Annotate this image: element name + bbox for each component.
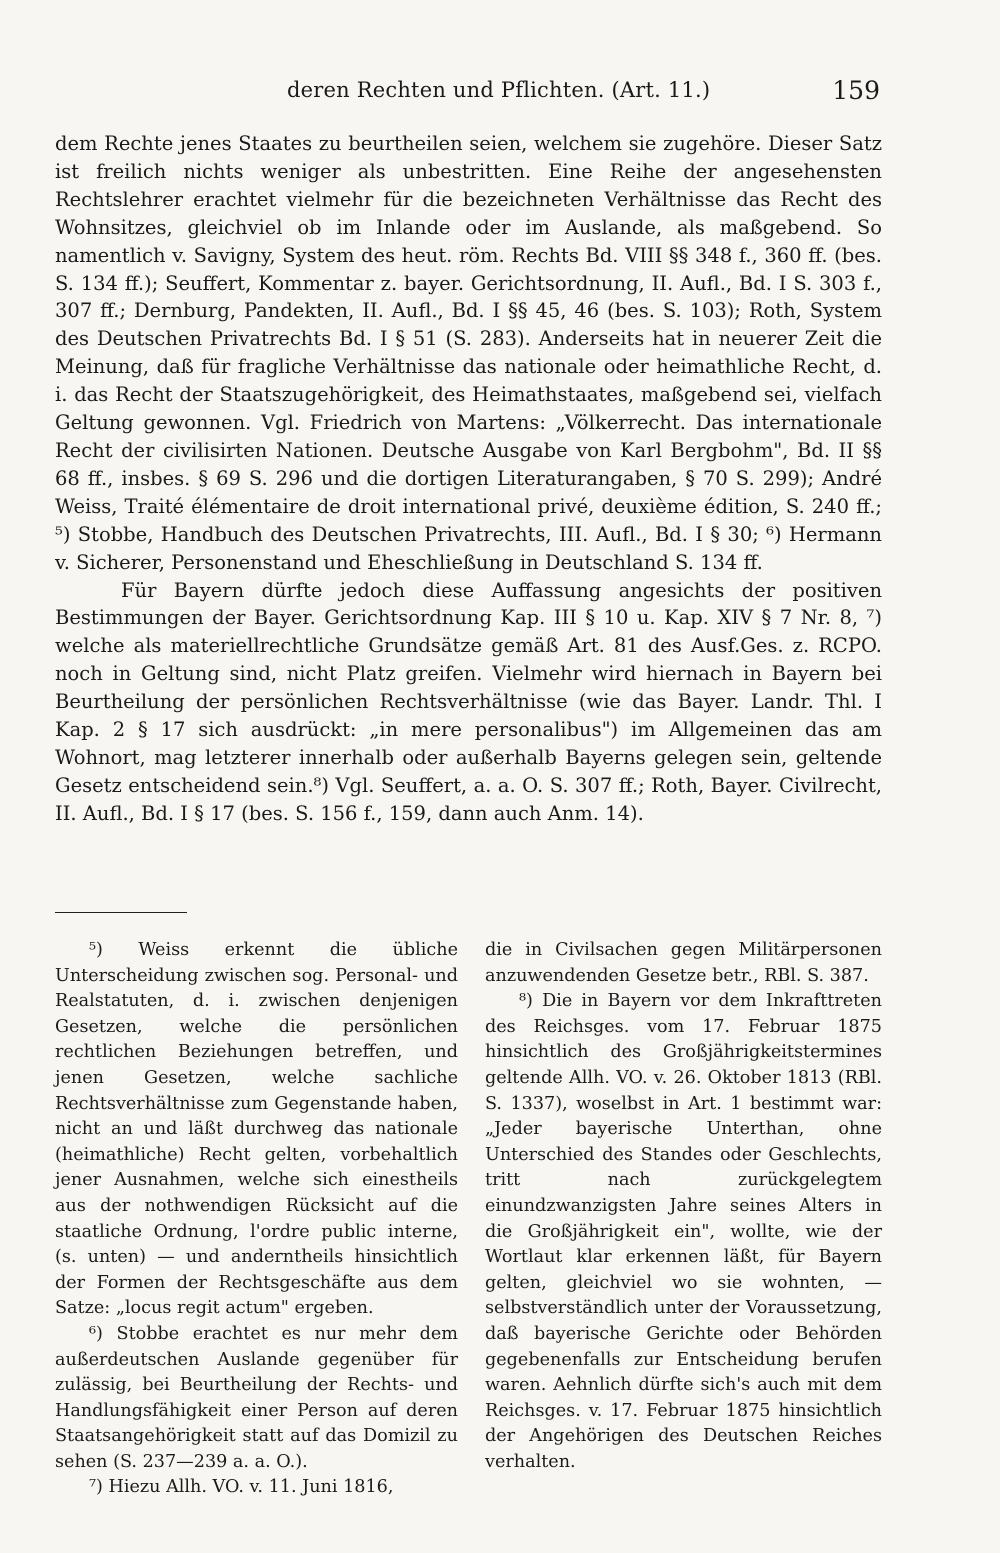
footnotes-left-column — [55, 938, 458, 1501]
main-paragraph-2: Für Bayern dürfte jedoch diese Auffassung angesichts der positiven Bestimmungen der Bayer. Gerichtsordnung Kap. III § 10 u. Kap. XIV § 7 Nr. 8, ⁷) welche als materiellrechtliche Grundsätze gemäß Art. 81 des Ausf.Ges. z. RCPO. noch in Geltung sind, nicht Platz greifen. Vielmehr wird hiernach in Bayern bei Beurtheilung der persönlichen Rechtsverhältnisse (wie das Bayer. Landr. Thl. I Kap. 2 § 17 sich ausdrückt: „in mere personalibus") im Allgemeinen das am Wohnort, mag letzterer innerhalb oder außerhalb Bayerns gelegen sein, geltende Gesetz entscheidend sein.⁸) Vgl. Seuffert, a. a. O. S. 307 ff.; Roth, Bayer. Civilrecht, II. Aufl., Bd. I § 17 (bes. S. 156 f., 159, dann auch Anm. 14). — [55, 578, 882, 825]
running-title: deren Rechten und Pflichten. (Art. 11.) — [287, 78, 711, 102]
running-header — [55, 78, 880, 108]
page-number: 159 — [832, 76, 880, 105]
main-paragraph-1: dem Rechte jenes Staates zu beurtheilen seien, welchem sie zugehöre. Dieser Satz ist freilich nichts weniger als unbestritten. Eine Reihe der angesehensten Rechtslehrer erachtet vielmehr für die bezeichneten Verhältnisse das Recht des Wohnsitzes, gleichviel ob im Inlande oder im Auslande, als maßgebend. So namentlich v. Savigny, System des heut. röm. Rechts Bd. VIII §§ 348 f., 360 ff. (bes. S. 134 ff.); Seuffert, Kommentar z. bayer. Gerichtsordnung, II. Aufl., Bd. I S. 303 f., 307 ff.; Dernburg, Pandekten, II. Aufl., Bd. I §§ 45, 46 (bes. S. 103); Roth, System des Deutschen Privatrechts Bd. I § 51 (S. 283). Anderseits hat in neuerer Zeit die Meinung, daß für fragliche Verhältnisse das nationale oder heimathliche Recht, d. i. das Recht der Staatszugehörigkeit, des Heimathstaates, maßgebend sei, vielfach Geltung gewonnen. Vgl. Friedrich von Martens: „Völkerrecht. Das internationale Recht der civilisirten Nationen. Deutsche Ausgabe von Karl Bergbohm", Bd. II §§ 68 ff., insbes. § 69 S. 296 und die dortigen Literaturangaben, § 70 S. 299); André Weiss, Traité élémentaire de droit international privé, deuxième édition, S. 240 ff.; ⁵) Stobbe, Handbuch des Deutschen Privatrechts, III. Aufl., Bd. I § 30; ⁶) Hermann v. Sicherer, Personenstand und Eheschließung in Deutschland S. 134 ff. — [55, 132, 882, 574]
footnote-separator — [55, 912, 187, 913]
footnote-8: ⁸) Die in Bayern vor dem Inkrafttreten des Reichsges. vom 17. Februar 1875 hinsichtlich des Großjährigkeitstermines geltende Allh. VO. v. 26. Oktober 1813 (RBl. S. 1337), woselbst in Art. 1 bestimmt war: „Jeder bayerische Unterthan, ohne Unterschied des Standes oder Geschlechts, tritt nach zurückgelegtem einundzwanzigsten Jahre seines Alters in die Großjährigkeit ein", wollte, wie der Wortlaut klar erkennen läßt, für Bayern gelten, gleichviel wo sie wohnten, — selbstverständlich unter der Voraussetzung, daß bayerische Gerichte oder Behörden gegebenenfalls zur Entscheidung berufen waren. Aehnlich dürfte sich's auch mit dem Reichsges. v. 17. Februar 1875 hinsichtlich der Angehörigen des Deutschen Reiches verhalten. — [485, 991, 882, 1472]
main-text — [55, 130, 882, 828]
footnote-7-continued: die in Civilsachen gegen Militärpersonen anzuwendenden Gesetze betr., RBl. S. 387. — [485, 940, 882, 986]
footnote-7-start: ⁷) Hiezu Allh. VO. v. 11. Juni 1816, — [89, 1477, 394, 1498]
footnotes-right-column — [485, 938, 882, 1475]
footnote-5: ⁵) Weiss erkennt die übliche Unterscheidung zwischen sog. Personal- und Realstatuten, d. i. zwischen denjenigen Gesetzen, welche die persönlichen rechtlichen Beziehungen betreffen, und jenen Gesetzen, welche sachliche Rechtsverhältnisse zum Gegenstande haben, nicht an und läßt durchweg das nationale (heimathliche) Recht gelten, vorbehaltlich jener Ausnahmen, welche sich einestheils aus der nothwendigen Rücksicht auf die staatliche Ordnung, l'ordre public interne, (s. unten) — und anderntheils hinsichtlich der Formen der Rechtsgeschäfte aus dem Satze: „locus regit actum" ergeben. — [55, 940, 458, 1319]
footnote-6: ⁶) Stobbe erachtet es nur mehr dem außerdeutschen Auslande gegenüber für zulässig, bei Beurtheilung der Rechts- und Handlungsfähigkeit einer Person auf deren Staatsangehörigkeit statt auf das Domizil zu sehen (S. 237—239 a. a. O.). — [55, 1323, 458, 1472]
